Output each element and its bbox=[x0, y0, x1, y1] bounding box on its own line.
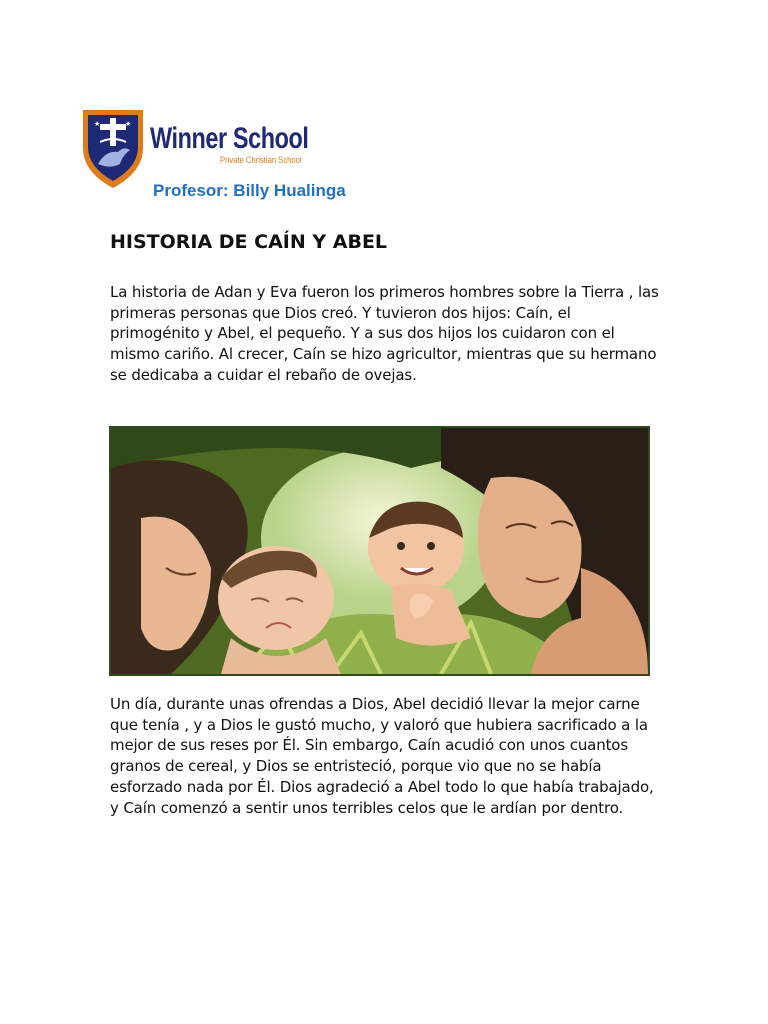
school-tagline: Private Christian School bbox=[220, 155, 302, 165]
school-logo bbox=[80, 106, 320, 190]
family-illustration bbox=[109, 426, 650, 676]
teacher-name: Profesor: Billy Hualinga bbox=[153, 181, 346, 200]
adam-eve-children-illustration bbox=[111, 428, 648, 674]
paragraph-line: que tenía , y a Dios le gustó mucho, y valoró que hubiera sacrificado a la bbox=[110, 715, 648, 734]
paragraph-line: mismo cariño. Al crecer, Caín se hizo agricultor, mientras que su hermano bbox=[110, 345, 657, 364]
paragraph-line: Un día, durante unas ofrendas a Dios, Abel decidió llevar la mejor carne bbox=[110, 695, 640, 713]
school-name: Winner School bbox=[150, 122, 309, 155]
paragraph-line: esforzado nada por Él. Dios agradeció a Abel todo lo que había trabajado, bbox=[110, 777, 654, 796]
paragraph-line: y Caín comenzó a sentir unos terribles celos que le ardían por dentro. bbox=[110, 798, 624, 817]
svg-text:★: ★ bbox=[94, 120, 101, 128]
paragraph-line: mejor de sus reses por Él. Sin embargo, Caín acudió con unos cuantos bbox=[110, 736, 628, 755]
paragraph-line: primeras personas que Dios creó. Y tuvieron dos hijos: Caín, el bbox=[110, 303, 571, 322]
paragraph-intro bbox=[110, 282, 665, 386]
svg-text:★: ★ bbox=[125, 120, 132, 128]
paragraph-line: La historia de Adan y Eva fueron los primeros hombres sobre la Tierra , las bbox=[110, 283, 659, 301]
document-title: HISTORIA DE CAÍN Y ABEL bbox=[110, 231, 388, 253]
paragraph-line: se dedicaba a cuidar el rebaño de ovejas. bbox=[110, 365, 417, 384]
paragraph-line: granos de cereal, y Dios se entristeció, porque vio que no se había bbox=[110, 757, 602, 776]
paragraph-offerings bbox=[110, 694, 665, 818]
shield-cross-dove-icon bbox=[80, 106, 146, 190]
paragraph-line: primogénito y Abel, el pequeño. Y a sus dos hijos los cuidaron con el bbox=[110, 324, 615, 343]
